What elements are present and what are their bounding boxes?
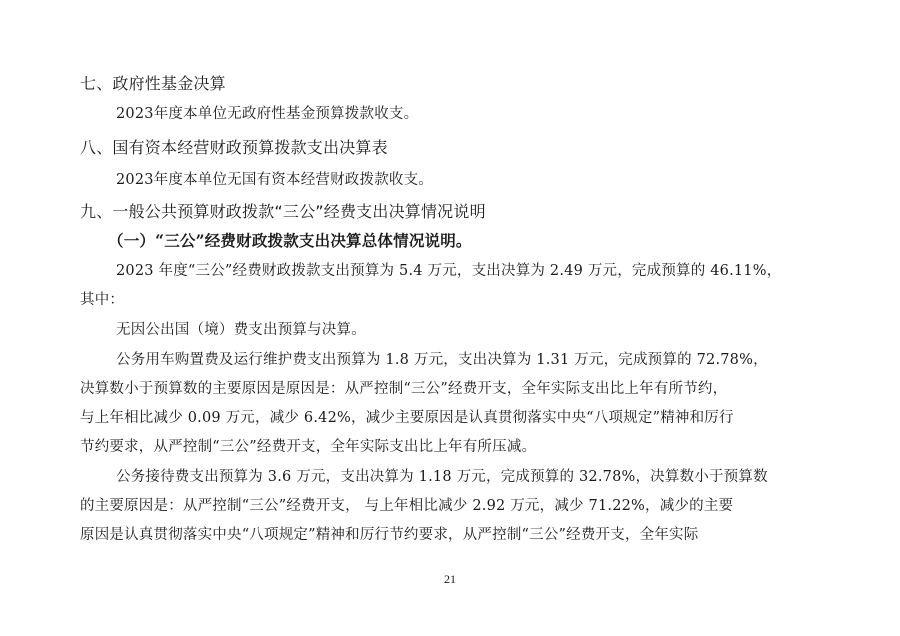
paragraph-line: 与上年相比减少 0.09 万元，减少 6.42%，减少主要原因是认真贯彻落实中央“八项规定”精神和厉行 [80,410,734,426]
paragraph-line: 公务用车购置费及运行维护费支出预算为 1.8 万元，支出决算为 1.31 万元，完成预算的 72.78%， [116,352,768,368]
section-7-heading: 七、政府性基金决算 [80,74,226,93]
paragraph-line: 2023 年度“三公”经费财政拨款支出预算为 5.4 万元，支出决算为 2.49 万元，完成预算的 46.11%， [116,263,782,279]
paragraph-line: 节约要求，从严控制“三公”经费开支，全年实际支出比上年有所压减。 [80,439,537,455]
section-7-paragraph: 2023年度本单位无政府性基金预算拨款收支。 [116,106,419,122]
section-8-heading: 八、国有资本经营财政预算拨款支出决算表 [80,138,388,157]
section-9-heading: 九、一般公共预算财政拨款“三公”经费支出决算情况说明 [80,202,486,221]
paragraph-line: 决算数小于预算数的主要原因是原因是：从严控制“三公”经费开支，全年实际支出比上年有所节约， [80,381,728,397]
paragraph-line: 原因是认真贯彻落实中央“八项规定”精神和厉行节约要求，从严控制“三公”经费开支，全年实际 [80,527,699,543]
paragraph-line: 公务接待费支出预算为 3.6 万元，支出决算为 1.18 万元，完成预算的 32.78%，决算数小于预算数 [116,469,768,485]
paragraph-line: 无因公出国（境）费支出预算与决算。 [116,322,366,338]
paragraph-line: 其中： [80,292,125,308]
section-8-paragraph: 2023年度本单位无国有资本经营财政拨款收支。 [116,172,433,188]
paragraph-line: 的主要原因是：从严控制“三公”经费开支， 与上年相比减少 2.92 万元，减少 71.22%，减少的主要 [80,498,734,514]
page-number: 21 [444,572,456,586]
section-9-subheading: （一）“三公”经费财政拨款支出决算总体情况说明。 [108,231,472,250]
